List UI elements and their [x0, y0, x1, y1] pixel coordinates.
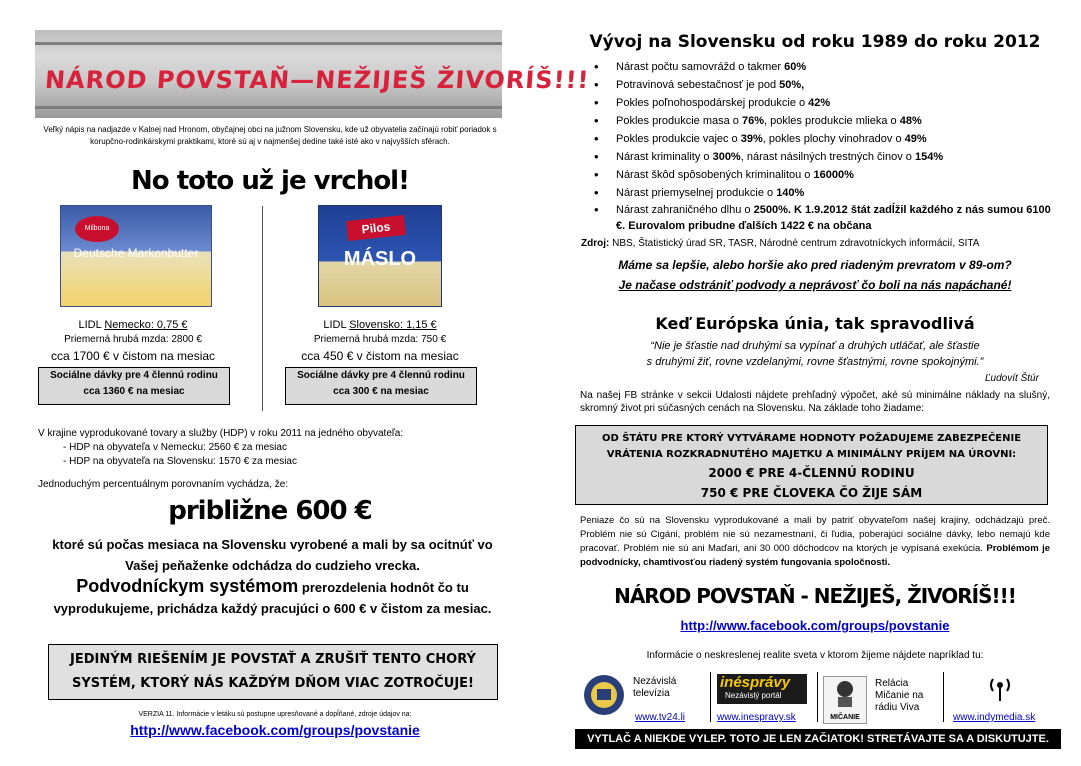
eu-title: Keď Európska únia, tak spravodlivá	[655, 314, 975, 333]
sources-label: Zdroj:	[581, 238, 610, 249]
call-to-action-line: Je načase odstrániť podvody a neprávosť čo boli na nás napáchané!	[618, 278, 1012, 292]
media-links-row	[575, 670, 1061, 726]
approx-intro: Jednoduchým percentuálnym porovnaním vychádza, že:	[38, 479, 289, 490]
facebook-group-link[interactable]: http://www.facebook.com/groups/povstanie	[130, 722, 420, 738]
big-amount: približne 600 €	[168, 496, 372, 526]
price-block-slovakia	[285, 318, 475, 405]
quote-line1: “Nie je šťastie nad druhými sa vypínať a druhých utláčať, ale šťastie	[650, 340, 980, 352]
hdp-germany: - HDP na obyvateľa v Nemecku: 2560 € za mesiac	[63, 442, 287, 453]
product-label: MÁSLO	[343, 248, 417, 270]
question-line: Máme sa lepšie, alebo horšie ako pred riadeným prevratom v 89-om?	[618, 258, 1012, 272]
tv24-name: Nezávislá televízia	[633, 676, 677, 699]
tv24-logo-icon	[583, 674, 625, 716]
development-title: Vývoj na Slovensku od roku 1989 do roku 2012	[589, 32, 1041, 52]
sources-line	[581, 238, 1061, 249]
bridge-edge	[35, 106, 502, 109]
inespravy-logo-icon: inésprávy Nezávislý portál	[717, 674, 807, 704]
quote-line2: s druhými žiť, rovne vzdelanými, rovne šťastnými, rovne spokojnými.”	[646, 356, 984, 368]
info-line: Informácie o neskreslenej realite sveta v ktorom žijeme nájdete napríklad tu:	[646, 650, 984, 661]
product-image-slovak-butter	[318, 205, 442, 307]
stur-quote	[575, 338, 1055, 370]
benefit-title: Sociálne dávky pre 4 člennú rodinu	[297, 370, 465, 381]
store-name: LIDL	[323, 319, 347, 331]
media-micanie	[823, 670, 941, 726]
benefit-amount: cca 1360 € na mesiac	[83, 386, 185, 397]
inespravy-link[interactable]: www.inespravy.sk	[717, 712, 796, 723]
media-tv24	[575, 670, 710, 726]
hero-caption: Veľký nápis na nadjazde v Kalnej nad Hronom, obyčajnej obci na južnom Slovensku, kde už obyvatelia začínajú robiť poriadok s korupčno-rodinkárskymi praktikami, ktoré sú aj v najmenšej dedine také isté ako v najvyšších sférach.	[43, 125, 497, 146]
price-block-germany	[38, 318, 228, 405]
footer-banner: VYTLAČ A NIEKDE VYLEP. TOTO JE LEN ZAČIATOK! STRETÁVAJTE SA A DISKUTUJTE.	[575, 729, 1061, 749]
slogan: NÁROD POVSTAŇ - NEŽIJEŠ, ŽIVORÍŠ!!!	[614, 584, 1016, 608]
demand-box	[575, 425, 1048, 505]
price-value: Nemecko: 0,75 €	[104, 319, 188, 331]
benefit-amount: cca 300 € na mesiac	[333, 386, 429, 397]
list-item: • Nárast priemyselnej produkcie o 140%	[592, 184, 1052, 202]
demand-single-amount: 750 € PRE ČLOVEKA ČO ŽIJE SÁM	[700, 486, 923, 500]
demand-family-amount: 2000 € PRE 4-ČLENNÚ RODINU	[708, 466, 915, 480]
facebook-group-link[interactable]: http://www.facebook.com/groups/povstanie	[680, 618, 950, 633]
column-divider	[262, 206, 263, 411]
net-wage: cca 450 € v čistom na mesiac	[301, 349, 459, 363]
benefit-box	[285, 367, 477, 405]
problem-text: Peniaze čo sú na Slovensku vyprodukované a mali by patriť obyvateľom našej krajiny, odchádzajú preč. Problém nie sú Cigáni, problém nie sú nezamestnaní, či ľudia, poberajúci sociálne dávky, lebo nemajú kde pracovať. Problém nie sú ani Maďari, ani 30 000 dôchodcov na ktorých je vypísaná exekúcia.	[580, 515, 1050, 554]
explanation-a: ktoré sú počas mesiaca na Slovensku vyrobené a mali by sa ocitnúť vo Vašej peňaženke odchádza do cudzieho vrecka.	[52, 537, 493, 573]
media-divider	[817, 672, 818, 722]
version-note: VERZIA 11. Informácie v letáku sú postupne upresňované a dopĺňané, zdroje údajov na:	[138, 711, 412, 718]
list-item: • Nárast zahraničného dlhu o 2500%. K 1.9.2012 štát zadĺžil každého z nás sumou 6100 €. Eurovalom pribudne ďalších 1422 € na občana	[592, 202, 1052, 234]
explanation-paragraph	[35, 534, 510, 619]
explanation-b: prerozdelenia hodnôt čo tu vyprodukujeme, prichádza každý pracujúci o 600 € v čistom za mesiac.	[53, 580, 492, 616]
list-item: • Pokles poľnohospodárskej produkcie o 42%	[592, 94, 1052, 112]
list-item: • Nárast kriminality o 300%, nárast násilných trestných činov o 154%	[592, 148, 1052, 166]
hdp-intro: V krajine vyprodukované tovary a služby (HDP) v roku 2011 na jedného obyvateľa:	[38, 428, 404, 439]
list-item: • Potravinová sebestačnosť je pod 50%,	[592, 76, 1052, 94]
store-name: LIDL	[78, 319, 102, 331]
gross-wage: Priemerná hrubá mzda: 750 €	[313, 334, 447, 345]
statistics-list	[592, 58, 1052, 234]
quote-author: Ľudovít Štúr	[985, 373, 1039, 384]
solution-line1: JEDINÝM RIEŠENÍM JE POVSTAŤ A ZRUŠIŤ TENTO CHORÝ	[70, 652, 476, 667]
hdp-slovakia: - HDP na obyvateľa na Slovensku: 1570 € za mesiac	[63, 456, 297, 467]
benefit-title: Sociálne dávky pre 4 člennú rodinu	[50, 370, 218, 381]
tv24-link[interactable]: www.tv24.li	[635, 712, 686, 723]
demand-line2: VRÁTENIA ROZKRADNUTÉHO MAJETKU A MINIMÁLNY PRÍJEM NA ÚROVNI:	[606, 449, 1017, 460]
bridge-edge	[35, 42, 502, 45]
micanie-name: Relácia Mičanie na rádiu Viva	[875, 678, 924, 713]
hero-photo	[35, 30, 591, 118]
micanie-logo-icon: MIČANIE	[823, 676, 867, 724]
page-headline: No toto už je vrchol!	[131, 166, 409, 196]
sources-text: NBS, Štatistický úrad SR, TASR, Národné centrum zdravotníckych informácií, SITA	[609, 238, 980, 249]
benefit-box	[38, 367, 230, 405]
solution-line2: SYSTÉM, KTORÝ NÁS KAŽDÝM DŇOM VIAC ZOTROČUJE!	[72, 676, 474, 691]
price-value: Slovensko: 1,15 €	[349, 319, 437, 331]
hdp-section	[38, 427, 508, 469]
media-inespravy	[715, 670, 815, 726]
gross-wage: Priemerná hrubá mzda: 2800 €	[64, 334, 202, 345]
list-item: • Pokles produkcie masa o 76%, pokles produkcie mlieka o 48%	[592, 112, 1052, 130]
antenna-icon	[985, 676, 1015, 702]
list-item: • Nárast škôd spôsobených kriminalitou o 16000%	[592, 166, 1052, 184]
media-divider	[943, 672, 944, 722]
media-indymedia	[947, 670, 1059, 726]
product-brand-logo: Pilos	[346, 215, 406, 241]
product-label: Deutsche Markenbutter	[73, 246, 199, 260]
explanation-b-highlight: Podvodníckym systémom	[76, 576, 299, 596]
hero-graffiti-text: NÁROD POVSTAŇ—NEŽIJEŠ ŽIVORÍŠ!!!	[44, 66, 591, 94]
product-image-german-butter	[60, 205, 212, 307]
problem-paragraph	[580, 514, 1050, 570]
list-item: • Pokles produkcie vajec o 39%, pokles plochy vinohradov o 49%	[592, 130, 1052, 148]
net-wage: cca 1700 € v čistom na mesiac	[50, 349, 216, 363]
product-brand-logo: Milbona	[75, 216, 119, 242]
problem-conclusion: Problémom je podvodnícky, chamtivosťou riadený systém fungovania spoločnosti.	[580, 543, 1051, 568]
fb-paragraph: Na našej FB stránke v sekcii Udalosti nájdete prehľadný výpočet, aké sú minimálne náklady na slušný, skromný život pri súčasných cenách na Slovensku. Na základe toho žiadame:	[580, 390, 1050, 414]
list-item: • Nárast počtu samovrážd o takmer 60%	[592, 58, 1052, 76]
media-divider	[710, 672, 711, 722]
indymedia-link[interactable]: www.indymedia.sk	[953, 712, 1036, 723]
demand-line1: OD ŠTÁTU PRE KTORÝ VYTVÁRAME HODNOTY POŽADUJEME ZABEZPEČENIE	[601, 433, 1022, 444]
solution-box	[48, 644, 498, 700]
